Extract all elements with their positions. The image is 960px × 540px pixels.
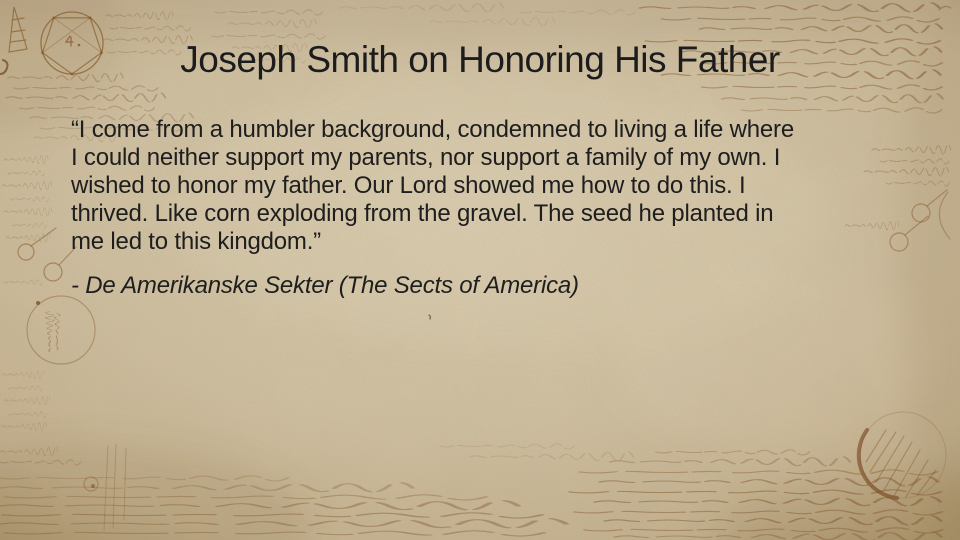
quote-paragraph — [71, 116, 901, 256]
slide-title: Joseph Smith on Honoring His Father — [180, 39, 780, 80]
quote-line: wished to honor my father. Our Lord showed me how to do this. I — [71, 172, 746, 199]
attribution-line: - De Amerikanske Sekter (The Sects of America) — [71, 272, 579, 299]
quote-line: I could neither support my parents, nor support a family of my own. I — [71, 144, 781, 171]
quote-line: thrived. Like corn exploding from the gravel. The seed he planted in — [71, 200, 774, 227]
quote-line: “I come from a humbler background, condemned to living a life where — [71, 116, 794, 143]
quote-line: me led to this kingdom.” — [71, 228, 321, 255]
